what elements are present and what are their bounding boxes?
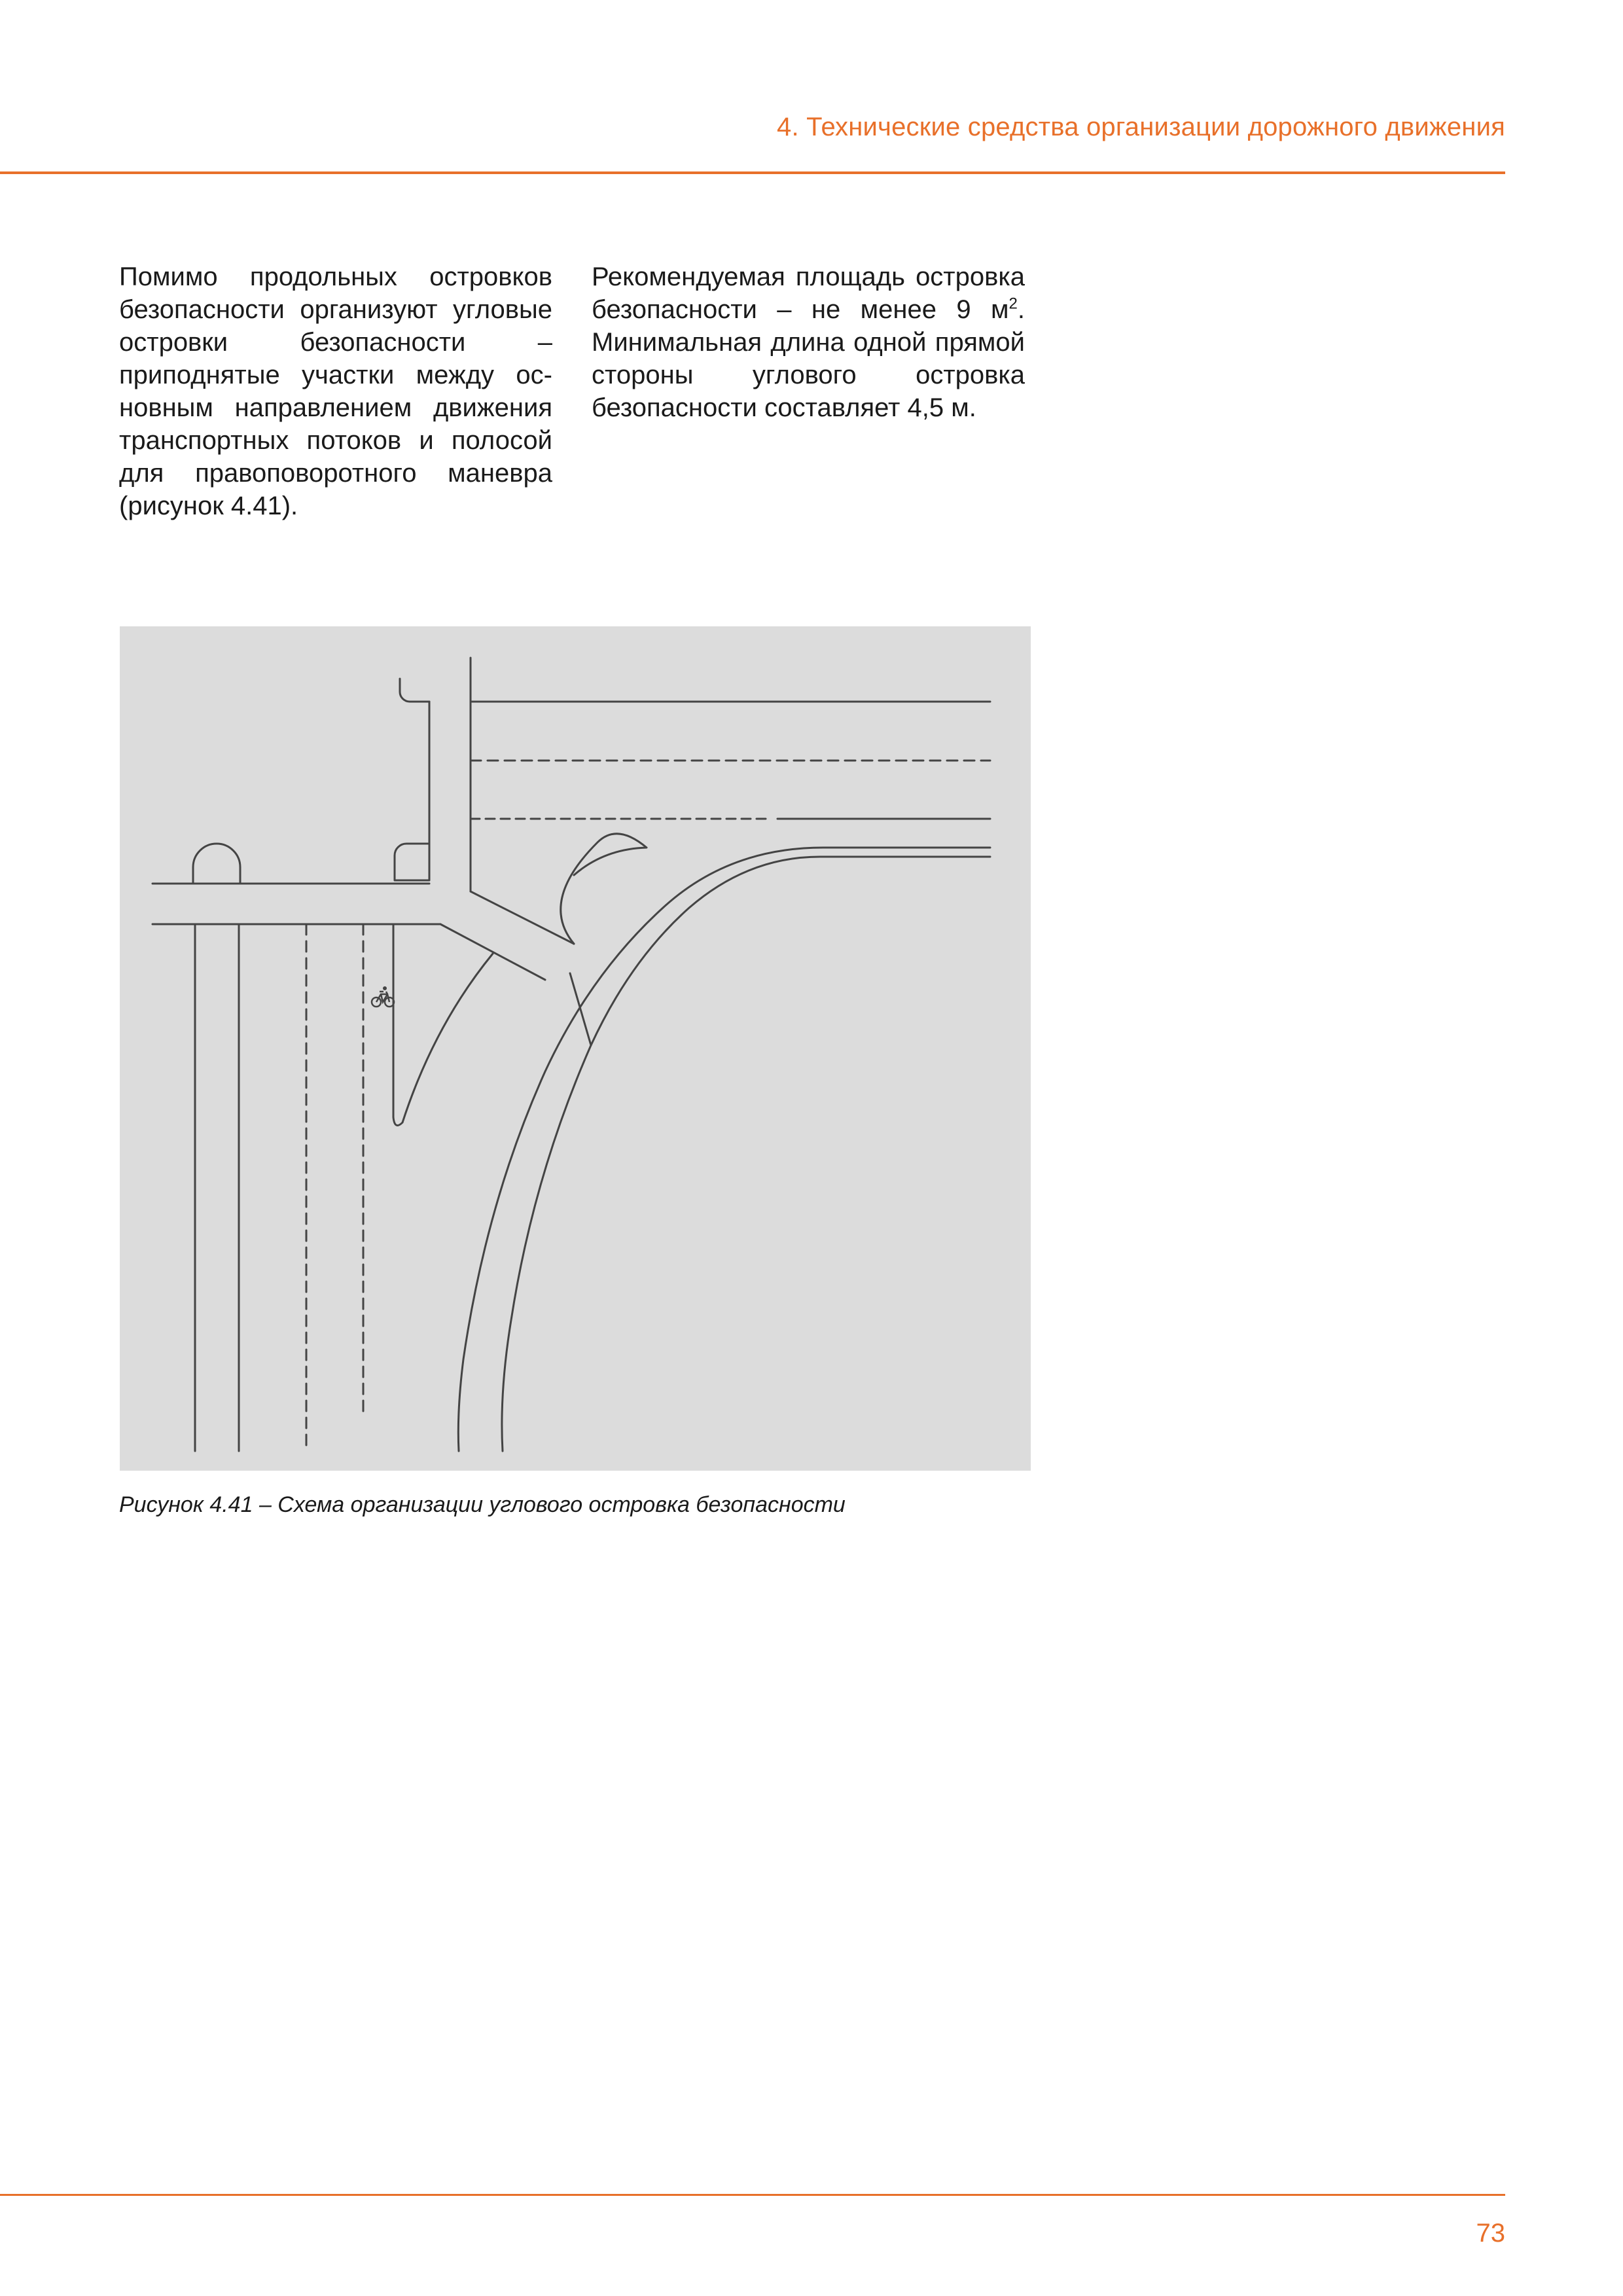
diagram-background: [120, 626, 1031, 1471]
footer-divider: [0, 2194, 1505, 2196]
text-column-right: [592, 260, 1025, 424]
intersection-diagram: [120, 626, 1031, 1471]
header-divider: [0, 171, 1505, 174]
text-column-right-tail: . Минимальная длина одной прямой стороны углового островка безопасности составляет 4,5 м.: [592, 295, 1025, 422]
text-column-left: Помимо продольных островков безопасности организуют угловые островки безопасности – приподнятые участки между основным направлением движения транспортных потоков и полосой для правоповоротного маневра (рисунок 4.41).: [119, 262, 552, 520]
page-number: 73: [1476, 2219, 1505, 2248]
text-column-right-main: Рекомендуемая площадь островка безопасности – не менее 9 м: [592, 262, 1025, 324]
section-header-title: 4. Технические средства организации дорожного движения: [777, 113, 1505, 141]
figure-caption: Рисунок 4.41 – Схема организации углового островка безопасности: [119, 1492, 846, 1517]
superscript-squared: 2: [1008, 295, 1018, 313]
